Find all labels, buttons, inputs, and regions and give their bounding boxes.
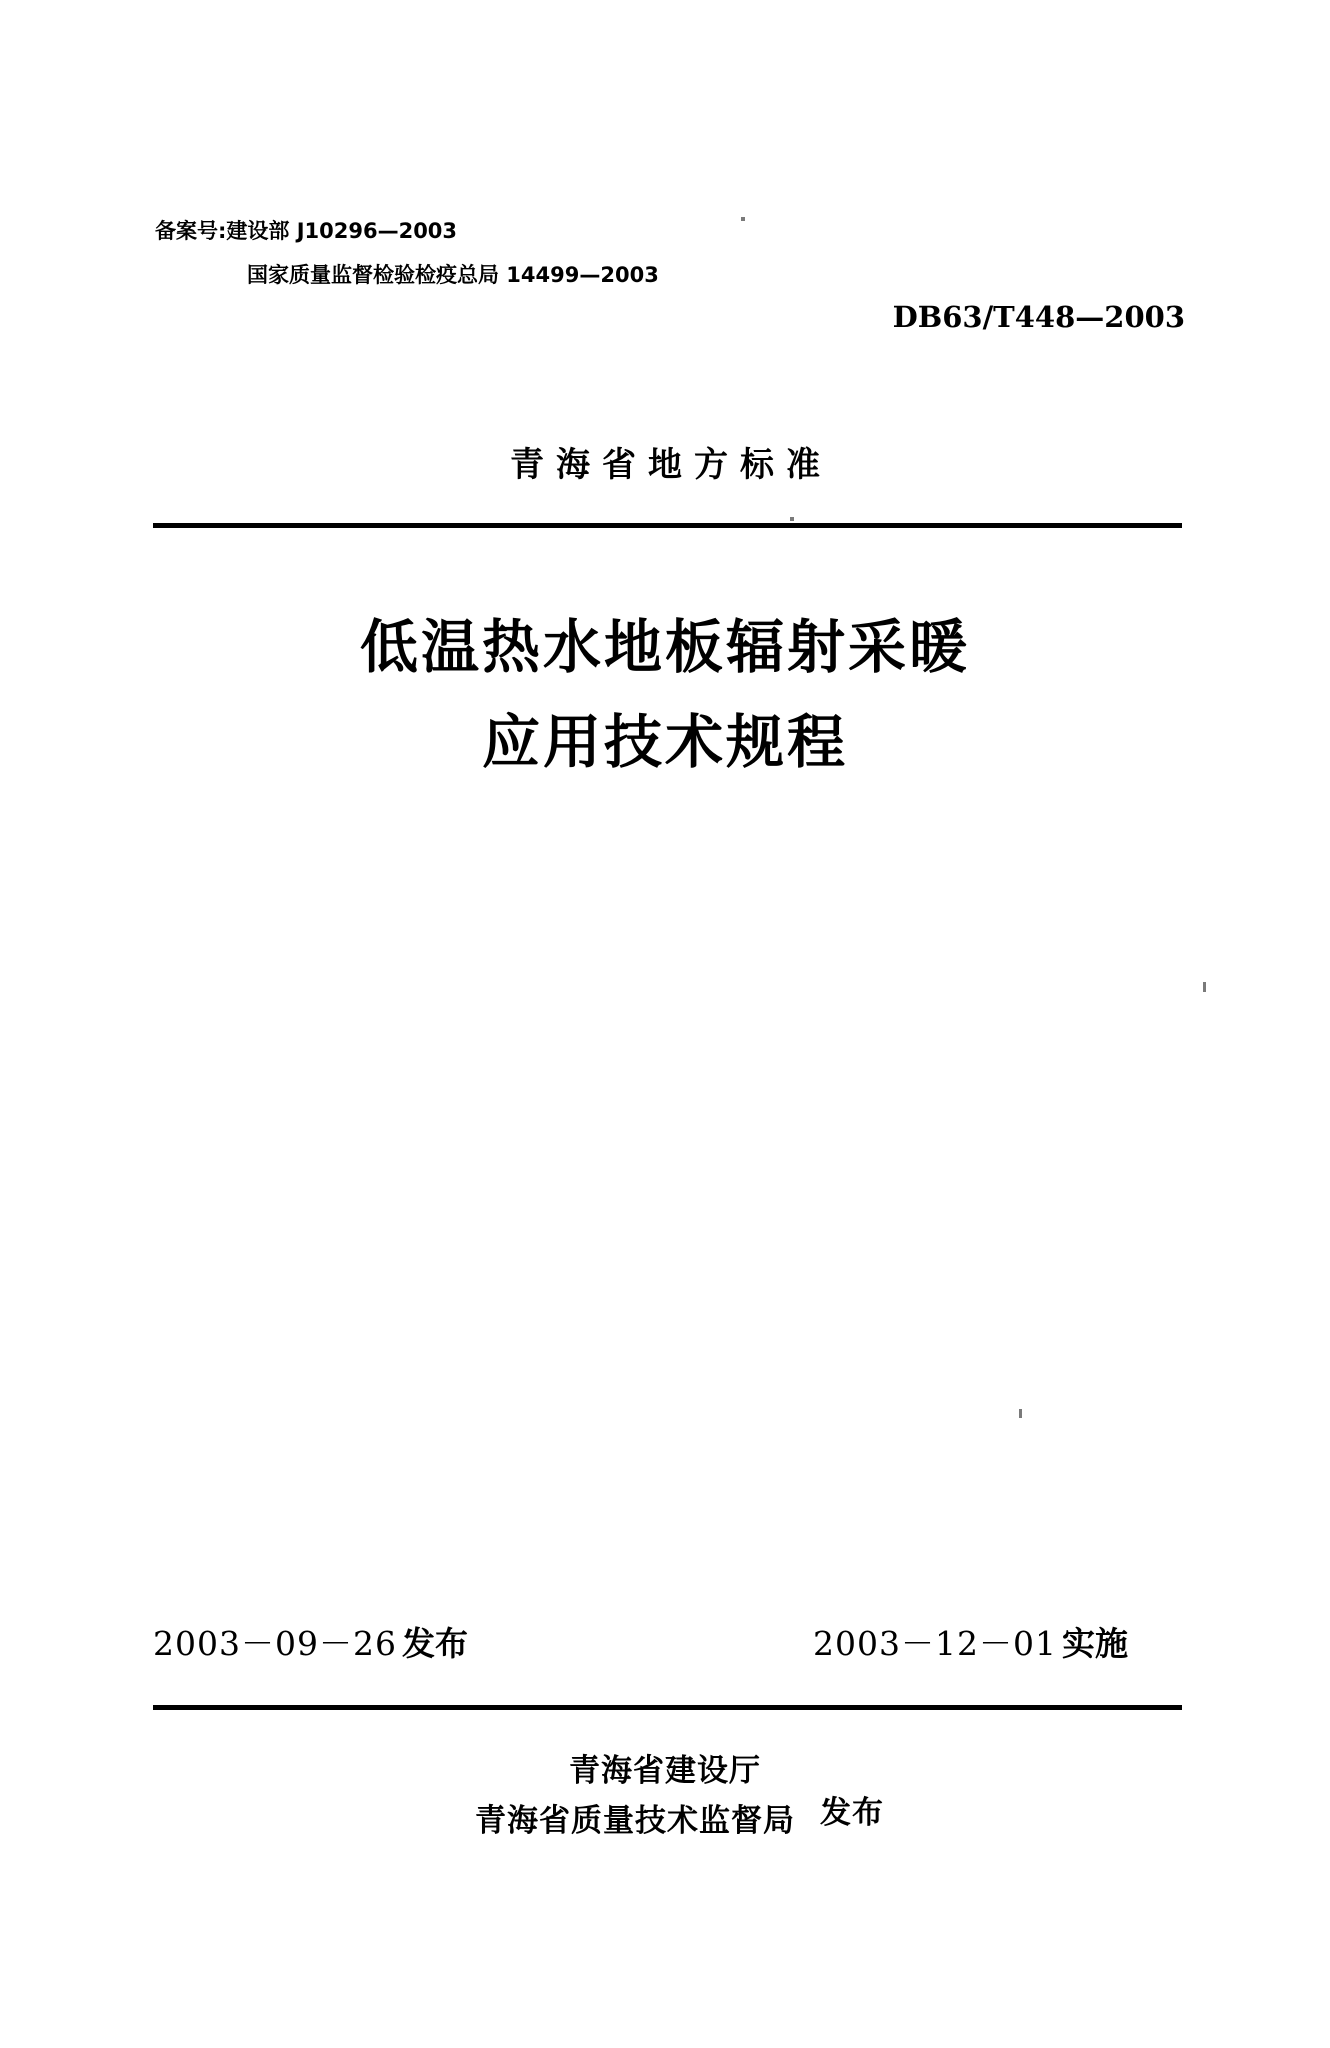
document-title-line-1: 低温热水地板辐射采暖 bbox=[359, 613, 970, 681]
issuing-org-primary: 青海省建设厅 bbox=[569, 1753, 761, 1789]
issue-date: 2003－09－26 bbox=[153, 1624, 397, 1663]
divider-top bbox=[153, 523, 1182, 528]
document-title bbox=[0, 600, 1330, 790]
filing-number: 备案号:建设部 J10296—2003 bbox=[155, 219, 458, 243]
standard-level-title: 青海省地方标准 bbox=[510, 445, 832, 485]
effective-date: 2003－12－01 bbox=[813, 1624, 1057, 1663]
issue-date-group bbox=[153, 1618, 468, 1665]
effective-date-group bbox=[813, 1618, 1128, 1665]
effective-date-label: 实施 bbox=[1061, 1624, 1128, 1663]
document-title-line-2: 应用技术规程 bbox=[481, 708, 848, 776]
scan-speck bbox=[741, 217, 745, 221]
divider-bottom bbox=[153, 1705, 1182, 1710]
quality-supervision-number: 国家质量监督检验检疫总局 14499—2003 bbox=[247, 263, 659, 287]
issuing-org-secondary: 青海省质量技术监督局 bbox=[475, 1803, 795, 1839]
scan-speck bbox=[1019, 1409, 1022, 1418]
registration-block bbox=[155, 215, 1185, 334]
issuing-organizations bbox=[0, 1745, 1330, 1865]
standard-code: DB63/T448—2003 bbox=[892, 300, 1185, 334]
issuing-verb: 发布 bbox=[820, 1795, 884, 1831]
issue-date-label: 发布 bbox=[401, 1624, 468, 1663]
scan-speck bbox=[790, 517, 794, 521]
scan-speck bbox=[1203, 982, 1206, 992]
dates-row bbox=[153, 1618, 1182, 1668]
